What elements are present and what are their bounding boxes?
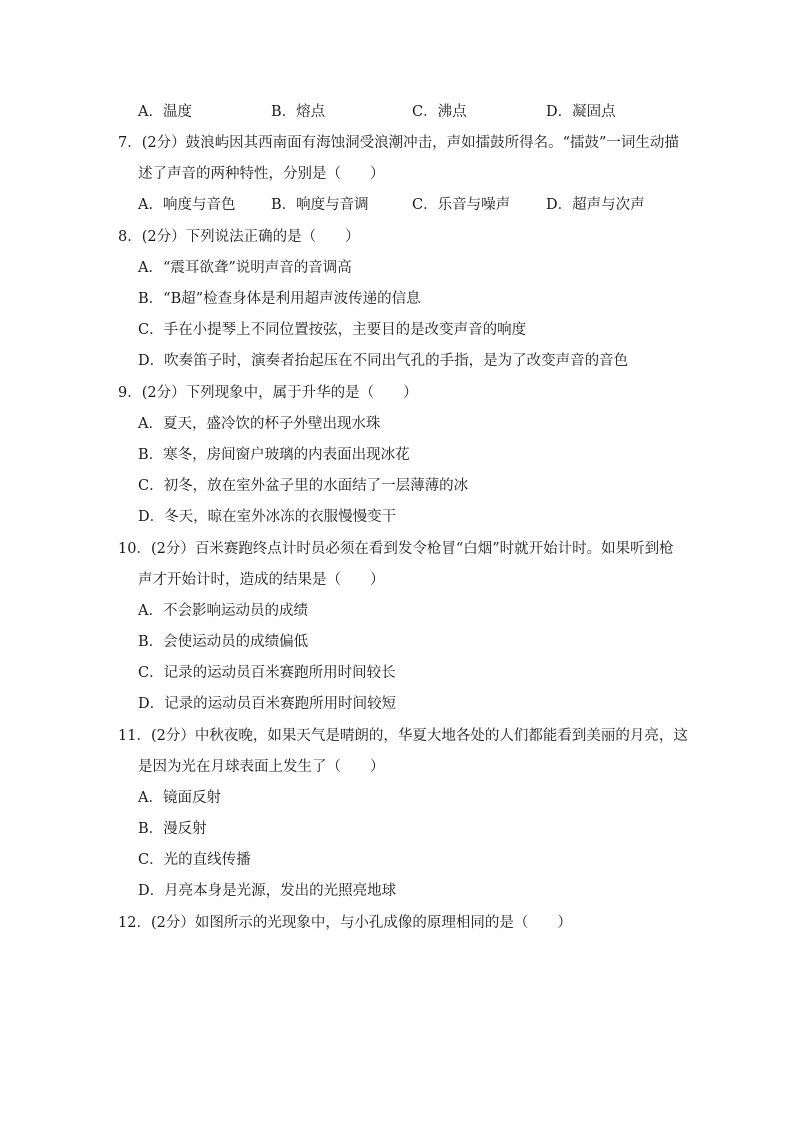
q7-option-a: A．响度与音色: [138, 197, 236, 213]
q8-option-c: C．手在小提琴上不同位置按弦，主要目的是改变声音的响度: [138, 322, 527, 338]
q11-option-a: A．镜面反射: [138, 790, 221, 806]
q7-stem-line1: 7．(2分）鼓浪屿因其西南面有海蚀洞受浪潮冲击，声如擂鼓所得名。“擂鼓”一词生动描: [118, 135, 679, 151]
q8-stem: 8．(2分）下列说法正确的是（ ）: [118, 229, 360, 245]
q11-stem-line2: 是因为光在月球表面上发生了（ ）: [138, 759, 385, 775]
q8-option-a: A．“震耳欲聋”说明声音的音调高: [138, 260, 352, 276]
q10-option-d: D．记录的运动员百米赛跑所用时间较短: [138, 696, 397, 712]
q9-option-c: C．初冬，放在室外盆子里的水面结了一层薄薄的冰: [138, 478, 469, 494]
q10-option-c: C．记录的运动员百米赛跑所用时间较长: [138, 665, 396, 681]
q7-options: [138, 195, 698, 215]
q6-option-d: D．凝固点: [546, 104, 616, 120]
q8-option-d: D．吹奏笛子时，演奏者抬起压在不同出气孔的手指，是为了改变声音的音色: [138, 353, 629, 369]
q6-options: [138, 102, 698, 122]
q11-option-c: C．光的直线传播: [138, 852, 251, 868]
q6-option-b: B．熔点: [271, 104, 326, 120]
q11-stem-line1: 11．(2分）中秋夜晚，如果天气是晴朗的，华夏大地各处的人们都能看到美丽的月亮，这: [118, 728, 688, 744]
q10-stem-line1: 10．(2分）百米赛跑终点计时员必须在看到发令枪冒“白烟”时就开始计时。如果听到枪: [118, 541, 674, 557]
q12-stem: 12．(2分）如图所示的光现象中，与小孔成像的原理相同的是（ ）: [118, 915, 572, 931]
q10-option-b: B．会使运动员的成绩偏低: [138, 634, 309, 650]
q9-option-d: D．冬天，晾在室外冰冻的衣服慢慢变干: [138, 509, 397, 525]
q7-option-d: D．超声与次声: [546, 197, 645, 213]
q6-option-a: A．温度: [138, 104, 192, 120]
q11-option-d: D．月亮本身是光源，发出的光照亮地球: [138, 883, 397, 899]
q9-stem: 9．(2分）下列现象中，属于升华的是（ ）: [118, 385, 418, 401]
q8-option-b: B．“B超”检查身体是利用超声波传递的信息: [138, 291, 421, 307]
q11-option-b: B．漫反射: [138, 821, 207, 837]
q7-stem-line2: 述了声音的两种特性，分别是（ ）: [138, 166, 385, 182]
q7-option-c: C．乐音与噪声: [412, 197, 511, 213]
q6-option-c: C．沸点: [412, 104, 467, 120]
q9-option-a: A．夏天，盛冷饮的杯子外壁出现水珠: [138, 416, 381, 432]
q7-option-b: B．响度与音调: [271, 197, 369, 213]
q10-stem-line2: 声才开始计时，造成的结果是（ ）: [138, 572, 385, 588]
q10-option-a: A．不会影响运动员的成绩: [138, 603, 308, 619]
q9-option-b: B．寒冬，房间窗户玻璃的内表面出现冰花: [138, 447, 410, 463]
